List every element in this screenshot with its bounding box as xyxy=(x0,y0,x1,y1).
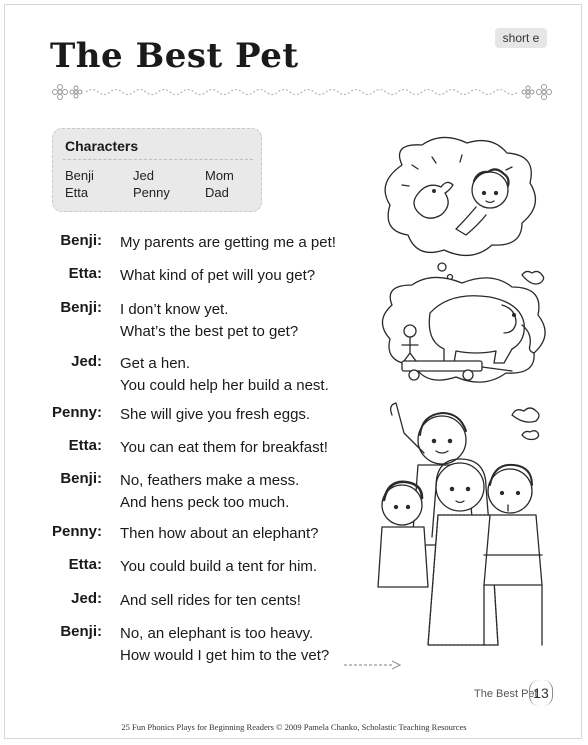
flower-icon xyxy=(537,85,552,100)
kids-group-icon xyxy=(378,403,542,645)
speaker-name: Benji: xyxy=(60,232,102,249)
speaker-name: Penny: xyxy=(51,523,102,540)
speaker-name: Etta: xyxy=(68,437,102,454)
line-text: You could build a tent for him. xyxy=(120,558,318,575)
speaker-name: Penny: xyxy=(51,404,102,421)
characters-heading: Characters xyxy=(65,138,139,154)
line-text: No, an elephant is too heavy. How would I get him to the vet? xyxy=(120,625,330,664)
kids-illustration xyxy=(372,135,556,650)
line-text: Get a hen. You could help her build a nest. xyxy=(120,355,329,394)
page-number: 13 xyxy=(529,680,553,706)
line-text: And sell rides for ten cents! xyxy=(120,592,301,609)
small-cloud-icon xyxy=(522,271,544,284)
line-text: Then how about an elephant? xyxy=(120,525,319,542)
characters-box xyxy=(52,128,262,212)
character-name: Penny xyxy=(133,185,170,200)
character-name: Etta xyxy=(65,185,89,200)
footer-title: The Best Pet xyxy=(474,688,538,700)
speaker-name: Benji: xyxy=(60,470,102,487)
line-text: My parents are getting me a pet! xyxy=(120,234,336,251)
line-text: You can eat them for breakfast! xyxy=(120,439,328,456)
character-name: Benji xyxy=(65,168,94,183)
speaker-name: Benji: xyxy=(60,623,102,640)
line-text: What kind of pet will you get? xyxy=(120,267,316,284)
page-title: The Best Pet xyxy=(50,36,299,76)
small-cloud-icon xyxy=(512,408,539,422)
small-cloud-icon xyxy=(522,431,539,440)
copyright-footer: 25 Fun Phonics Plays for Beginning Readers © 2009 Pamela Chanko, Scholastic Teaching Resources xyxy=(121,722,467,732)
speaker-name: Benji: xyxy=(60,299,102,316)
speaker-name: Jed: xyxy=(71,590,102,607)
thought-bubble-elephant-icon xyxy=(382,277,545,382)
flower-icon xyxy=(70,86,82,98)
speaker-name: Etta: xyxy=(68,265,102,282)
characters-divider xyxy=(63,159,253,160)
phonics-tag: short e xyxy=(495,28,547,48)
thought-bubble-hen-icon xyxy=(385,137,535,255)
flower-icon xyxy=(53,85,68,100)
line-text: She will give you fresh eggs. xyxy=(120,406,311,423)
character-name: Jed xyxy=(133,168,154,183)
line-text: No, feathers make a mess. And hens peck too much. xyxy=(120,472,300,511)
character-name: Mom xyxy=(205,168,234,183)
speaker-name: Jed: xyxy=(71,353,102,370)
speaker-name: Etta: xyxy=(68,556,102,573)
character-name: Dad xyxy=(205,185,229,200)
flower-icon xyxy=(522,86,534,98)
line-text: I don’t know yet. What’s the best pet to get? xyxy=(120,301,299,340)
continue-arrow-icon xyxy=(342,660,402,670)
decorative-divider xyxy=(52,84,552,100)
characters-list xyxy=(65,168,265,200)
